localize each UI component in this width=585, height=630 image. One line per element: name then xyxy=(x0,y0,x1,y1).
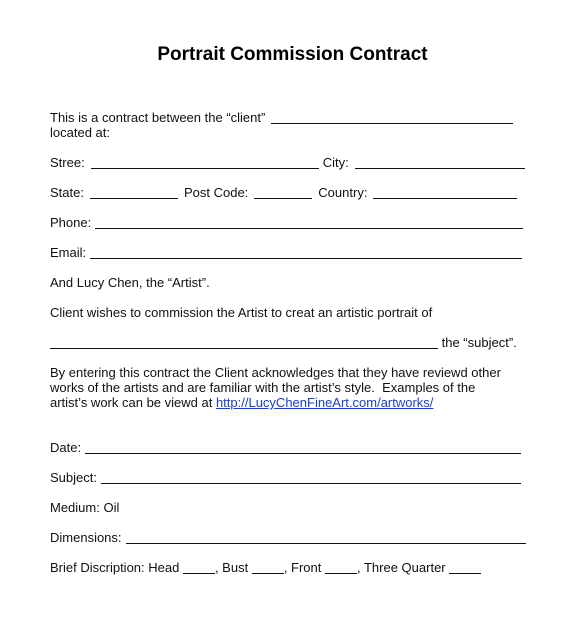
date-line xyxy=(50,440,540,456)
phone-line xyxy=(50,215,540,231)
subject-line xyxy=(50,470,540,486)
postcode-field[interactable] xyxy=(254,186,312,199)
dimensions-field[interactable] xyxy=(126,531,526,544)
ack-line-3 xyxy=(50,395,540,411)
commission-text: Client wishes to commission the Artist to creat an artistic portrait of xyxy=(50,305,433,320)
state-postcode-country-line xyxy=(50,185,540,201)
country-label: Country: xyxy=(318,185,368,200)
street-field[interactable] xyxy=(91,156,319,169)
artist-text: And Lucy Chen, the “Artist”. xyxy=(50,275,210,290)
medium-line xyxy=(50,500,540,516)
street-city-line xyxy=(50,155,540,171)
ack-line-2 xyxy=(50,380,540,396)
located-text: located at: xyxy=(50,125,110,140)
email-field[interactable] xyxy=(90,246,522,259)
subject-label: Subject: xyxy=(50,470,97,485)
commission-line xyxy=(50,305,540,321)
city-label: City: xyxy=(322,155,349,170)
ack-line-1 xyxy=(50,365,540,381)
ack-text-1: By entering this contract the Client acknowledges that they have reviewd other xyxy=(50,365,501,380)
head-field[interactable] xyxy=(183,561,215,574)
email-line xyxy=(50,245,540,261)
country-field[interactable] xyxy=(373,186,517,199)
subject-suffix-text: the “subject”. xyxy=(438,335,517,350)
date-label: Date: xyxy=(50,440,82,455)
subject-field[interactable] xyxy=(101,471,521,484)
three-quarter-field[interactable] xyxy=(449,561,481,574)
city-field[interactable] xyxy=(355,156,525,169)
phone-field[interactable] xyxy=(95,216,523,229)
brief-description-line xyxy=(50,560,540,576)
brief-label: Brief Discription: Head xyxy=(50,560,183,575)
subject-blank-line xyxy=(50,335,540,351)
document-title: Portrait Commission Contract xyxy=(157,44,428,65)
email-label: Email: xyxy=(50,245,87,260)
artworks-link[interactable]: http://LucyChenFineArt.com/artworks/ xyxy=(215,395,434,410)
state-field[interactable] xyxy=(90,186,178,199)
intro-line xyxy=(50,110,540,126)
dimensions-label: Dimensions: xyxy=(50,530,122,545)
dimensions-line xyxy=(50,530,540,546)
three-quarter-label: , Three Quarter xyxy=(357,560,450,575)
bust-field[interactable] xyxy=(252,561,284,574)
client-name-field[interactable] xyxy=(271,111,513,124)
front-label: , Front xyxy=(283,560,325,575)
street-label: Stree: xyxy=(50,155,85,170)
ack-text-2: works of the artists and are familiar with the artist’s style. Examples of the xyxy=(50,380,476,395)
intro-text: This is a contract between the “client” xyxy=(50,110,266,125)
medium-text: Medium: Oil xyxy=(50,500,120,515)
artist-line xyxy=(50,275,540,291)
date-field[interactable] xyxy=(85,441,521,454)
postcode-label: Post Code: xyxy=(183,185,249,200)
phone-label: Phone: xyxy=(50,215,92,230)
ack-text-3: artist’s work can be viewd at xyxy=(50,395,216,410)
bust-label: , Bust xyxy=(214,560,252,575)
portrait-subject-field[interactable] xyxy=(50,336,438,349)
state-label: State: xyxy=(50,185,84,200)
located-line xyxy=(50,125,540,141)
front-field[interactable] xyxy=(325,561,357,574)
